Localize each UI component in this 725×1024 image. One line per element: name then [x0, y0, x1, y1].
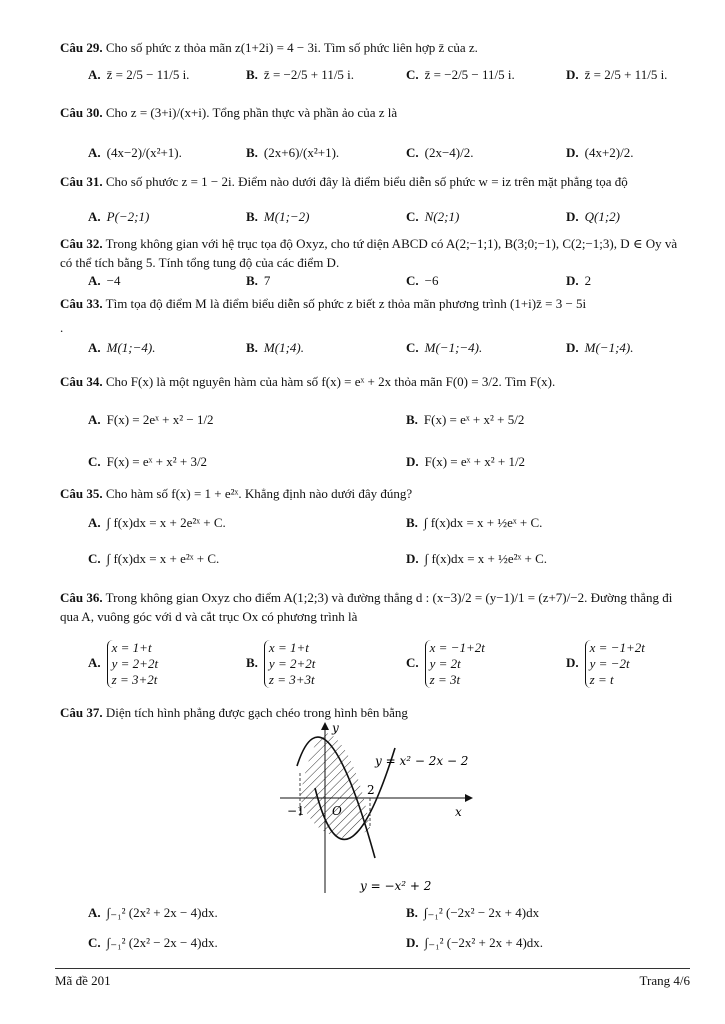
option-label: A. [88, 905, 101, 920]
option-c: (2x−4)/2. [424, 145, 474, 160]
option-label: C. [406, 273, 419, 288]
question-30 [60, 103, 690, 122]
option-label: A. [88, 145, 101, 160]
option-label: D. [566, 654, 579, 670]
option-label: D. [566, 67, 579, 82]
question-text: Trong không gian với hệ trục tọa độ Oxyz, cho tứ diện ABCD có A(2;−1;1), B(3;0;−1), C(2;−1;3), D ∈ Oy và có thể tích bằng 5. Tính tổng tung độ của các điểm D. [60, 236, 678, 270]
eq-line: y = −2t [589, 656, 630, 671]
option-label: B. [246, 340, 258, 355]
option-c: N(2;1) [424, 209, 460, 224]
option-d: (4x+2)/2. [584, 145, 634, 160]
question-number: Câu 31. [60, 174, 103, 189]
exam-code: Mã đề 201 [55, 973, 111, 988]
option-a: −4 [106, 273, 121, 288]
option-label: D. [566, 273, 579, 288]
eq-line: z = 3t [429, 672, 461, 687]
tick-neg1: −1 [287, 804, 305, 818]
option-label: C. [406, 145, 419, 160]
x-label: x [455, 805, 462, 819]
option-label: A. [88, 515, 101, 530]
question-text: Cho F(x) là một nguyên hàm của hàm số f(x) = eˣ + 2x thỏa mãn F(0) = 3/2. Tìm F(x). [105, 374, 556, 389]
option-a: M(1;−4). [106, 340, 156, 355]
question-text: Cho hàm số f(x) = 1 + e²ˣ. Khẳng định nào dưới đây đúng? [105, 486, 413, 501]
option-d: 2 [584, 273, 592, 288]
question-35 [60, 484, 690, 503]
option-d: F(x) = eˣ + x² + 1/2 [424, 454, 526, 469]
option-a: ∫ f(x)dx = x + 2e²ˣ + C. [106, 515, 226, 530]
option-b: ∫ f(x)dx = x + ½eˣ + C. [423, 515, 543, 530]
origin-label: O [332, 804, 342, 818]
option-d-system [585, 640, 645, 688]
option-label: C. [88, 454, 101, 469]
option-d: ∫₋₁² (−2x² + 2x + 4)dx. [424, 935, 544, 950]
option-c: M(−1;−4). [424, 340, 483, 355]
eq-line: y = 2+2t [111, 656, 159, 671]
tick-2: 2 [367, 783, 375, 797]
eq-line: z = t [589, 672, 614, 687]
question-29 [60, 38, 690, 57]
option-label: D. [406, 454, 419, 469]
option-label: D. [566, 209, 579, 224]
option-b: (2x+6)/(x²+1). [263, 145, 340, 160]
question-text: Cho z = (3+i)/(x+i). Tổng phần thực và phần ảo của z là [105, 105, 398, 120]
option-label: A. [88, 67, 101, 82]
option-label: A. [88, 412, 101, 427]
option-label: C. [88, 935, 101, 950]
option-a: F(x) = 2eˣ + x² − 1/2 [106, 412, 214, 427]
option-label: C. [406, 209, 419, 224]
curve1-label: y = x² − 2x − 2 [375, 754, 469, 768]
option-b: M(1;4). [263, 340, 304, 355]
option-c: −6 [424, 273, 439, 288]
question-number: Câu 36. [60, 590, 103, 605]
option-d: ∫ f(x)dx = x + ½e²ˣ + C. [424, 551, 548, 566]
question-text: Cho số phức z thỏa mãn z(1+2i) = 4 − 3i. Tìm số phức liên hợp z̄ của z. [105, 40, 478, 55]
page-footer [55, 968, 690, 989]
eq-line: z = 3+3t [268, 672, 315, 687]
option-d: z̄ = 2/5 + 11/5 i. [584, 67, 668, 82]
eq-line: x = 1+t [111, 640, 152, 655]
page-number: Trang 4/6 [639, 973, 690, 988]
option-d: M(−1;4). [584, 340, 634, 355]
hatched-region [300, 733, 370, 838]
question-number: Câu 37. [60, 705, 103, 720]
y-label: y [332, 721, 339, 735]
option-label: A. [88, 209, 101, 224]
area-graph [275, 718, 495, 898]
option-label: A. [88, 273, 101, 288]
question-text: Trong không gian Oxyz cho điểm A(1;2;3) và đường thẳng d : (x−3)/2 = (y−1)/1 = (z+7)/−2. Đường thẳng đi qua A, vuông góc với d và cắt trục Ox có phương trình là [60, 590, 673, 624]
option-label: C. [406, 340, 419, 355]
option-label: B. [246, 67, 258, 82]
option-b-system [264, 640, 315, 688]
option-b: z̄ = −2/5 + 11/5 i. [263, 67, 355, 82]
question-text: Tìm tọa độ điểm M là điểm biểu diễn số phức z biết z thỏa mãn phương trình (1+i)z̄ = 3 − 5i [105, 296, 587, 311]
eq-line: y = 2+2t [268, 656, 316, 671]
option-a: ∫₋₁² (2x² + 2x − 4)dx. [106, 905, 218, 920]
question-33-tail: . [60, 320, 64, 335]
option-label: A. [88, 654, 101, 670]
question-number: Câu 32. [60, 236, 103, 251]
question-text: Diện tích hình phẳng được gạch chéo trong hình bên bằng [105, 705, 408, 720]
option-label: B. [406, 515, 418, 530]
question-text: Cho số phước z = 1 − 2i. Điểm nào dưới đây là điểm biểu diễn số phức w = iz trên mặt phẳng tọa độ [105, 174, 628, 189]
option-a: P(−2;1) [106, 209, 150, 224]
option-label: D. [406, 551, 419, 566]
question-number: Câu 34. [60, 374, 103, 389]
y-arrow [321, 722, 329, 730]
option-label: D. [566, 340, 579, 355]
option-b: F(x) = eˣ + x² + 5/2 [423, 412, 525, 427]
option-label: B. [406, 412, 418, 427]
option-c: z̄ = −2/5 − 11/5 i. [424, 67, 515, 82]
eq-line: z = 3+2t [111, 672, 158, 687]
x-arrow [465, 794, 473, 802]
option-label: B. [246, 273, 258, 288]
option-c: ∫₋₁² (2x² − 2x − 4)dx. [106, 935, 218, 950]
option-b: ∫₋₁² (−2x² − 2x + 4)dx [423, 905, 540, 920]
eq-line: x = −1+2t [589, 640, 645, 655]
option-c: ∫ f(x)dx = x + e²ˣ + C. [106, 551, 220, 566]
question-31 [60, 172, 690, 191]
option-label: B. [246, 654, 258, 670]
option-label: A. [88, 340, 101, 355]
option-a: z̄ = 2/5 − 11/5 i. [106, 67, 190, 82]
option-label: D. [566, 145, 579, 160]
option-label: C. [406, 67, 419, 82]
option-label: B. [246, 209, 258, 224]
question-32 [60, 234, 690, 272]
option-a: (4x−2)/(x²+1). [106, 145, 182, 160]
question-number: Câu 29. [60, 40, 103, 55]
option-label: C. [406, 654, 419, 670]
question-34 [60, 372, 690, 391]
eq-line: y = 2t [429, 656, 461, 671]
question-number: Câu 33. [60, 296, 103, 311]
option-label: D. [406, 935, 419, 950]
eq-line: x = 1+t [268, 640, 309, 655]
curve2-label: y = −x² + 2 [360, 879, 432, 893]
option-label: C. [88, 551, 101, 566]
option-label: B. [406, 905, 418, 920]
eq-line: x = −1+2t [429, 640, 485, 655]
option-b: 7 [263, 273, 271, 288]
option-a-system [107, 640, 158, 688]
option-d: Q(1;2) [584, 209, 621, 224]
option-c: F(x) = eˣ + x² + 3/2 [106, 454, 208, 469]
question-36 [60, 588, 690, 626]
option-c-system [425, 640, 485, 688]
question-33 [60, 294, 690, 313]
option-b: M(1;−2) [263, 209, 310, 224]
question-number: Câu 35. [60, 486, 103, 501]
question-number: Câu 30. [60, 105, 103, 120]
option-label: B. [246, 145, 258, 160]
